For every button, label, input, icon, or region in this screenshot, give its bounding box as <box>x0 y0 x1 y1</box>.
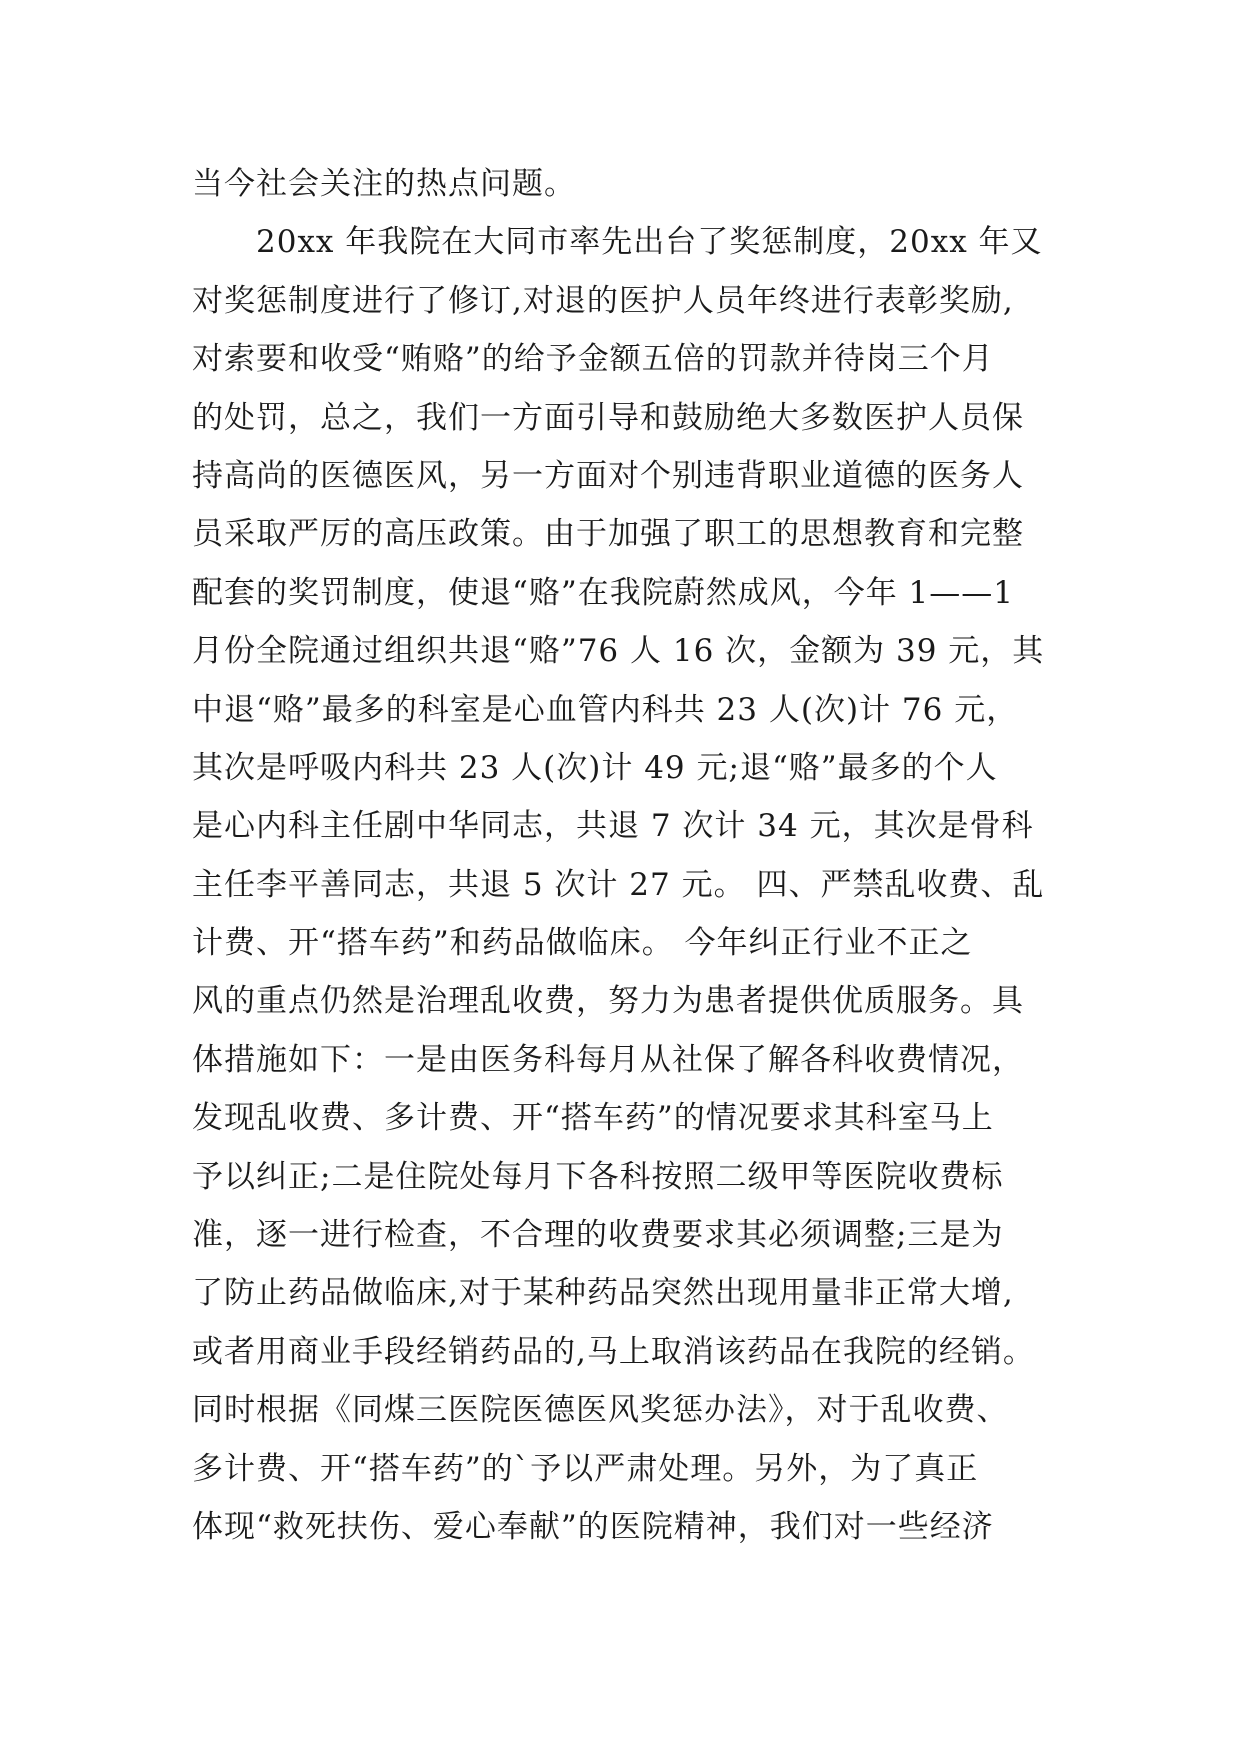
text-line: 配套的奖罚制度，使退“赂”在我院蔚然成风，今年 1——1 <box>192 574 1014 611</box>
text-line: 或者用商业手段经销药品的,马上取消该药品在我院的经销。 <box>192 1333 1035 1370</box>
text-line: 发现乱收费、多计费、开“搭车药”的情况要求其科室马上 <box>192 1100 994 1137</box>
text-line: 体措施如下：一是由医务科每月从社保了解各科收费情况， <box>192 1041 1024 1078</box>
text-line: 对索要和收受“贿赂”的给予金额五倍的罚款并待岗三个月 <box>192 341 994 378</box>
text-line: 月份全院通过组织共退“赂”76 人 16 次，金额为 39 元，其 <box>192 633 1045 670</box>
body-text <box>192 155 1072 1556</box>
text-line: 当今社会关注的热点问题。 <box>192 166 576 202</box>
text-line: 多计费、开“搭车药”的`予以严肃处理。另外，为了真正 <box>192 1450 979 1487</box>
paragraph-first-line: 20xx 年我院在大同市率先出台了奖惩制度，20xx 年又 <box>256 224 1043 261</box>
text-line: 准，逐一进行检查，不合理的收费要求其必须调整;三是为 <box>192 1217 1004 1254</box>
text-line: 员采取严厉的高压政策。由于加强了职工的思想教育和完整 <box>192 516 1024 553</box>
text-line: 的处罚，总之，我们一方面引导和鼓励绝大多数医护人员保 <box>192 399 1024 436</box>
text-line: 予以纠正;二是住院处每月下各科按照二级甲等医院收费标 <box>192 1158 1004 1195</box>
text-line: 持高尚的医德医风，另一方面对个别违背职业道德的医务人 <box>192 457 1024 494</box>
text-line: 风的重点仍然是治理乱收费，努力为患者提供优质服务。具 <box>192 983 1024 1020</box>
text-line: 体现“救死扶伤、爱心奉献”的医院精神，我们对一些经济 <box>192 1508 994 1545</box>
text-line: 对奖惩制度进行了修订,对退的医护人员年终进行表彰奖励, <box>192 282 1014 319</box>
text-line: 中退“赂”最多的科室是心血管内科共 23 人(次)计 76 元， <box>192 691 1019 728</box>
text-line: 其次是呼吸内科共 23 人(次)计 49 元;退“赂”最多的个人 <box>192 749 998 786</box>
text-line: 同时根据《同煤三医院医德医风奖惩办法》，对于乱收费、 <box>192 1392 1009 1429</box>
text-line: 是心内科主任剧中华同志，共退 7 次计 34 元，其次是骨科 <box>192 808 1034 845</box>
text-line: 计费、开“搭车药”和药品做临床。 今年纠正行业不正之 <box>192 925 973 962</box>
text-line: 主任李平善同志，共退 5 次计 27 元。 四、严禁乱收费、乱 <box>192 866 1045 903</box>
text-line: 了防止药品做临床,对于某种药品突然出现用量非正常大增, <box>192 1275 1014 1312</box>
